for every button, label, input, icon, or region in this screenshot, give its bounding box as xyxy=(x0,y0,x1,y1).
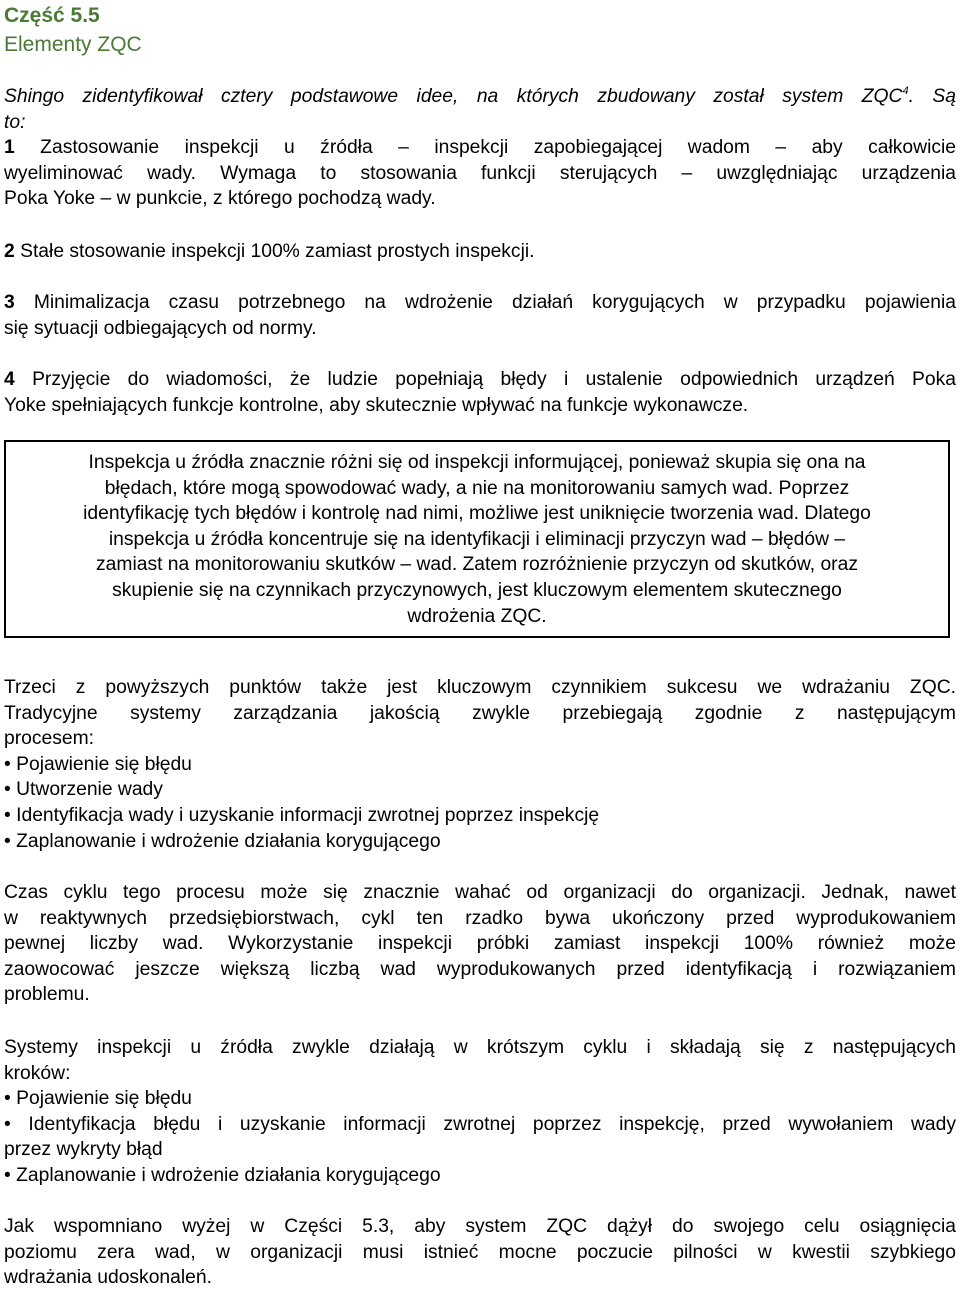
para-line: w reaktywnych przedsiębiorstwach, cykl ten rzadko bywa ukończony przed wyprodukowaniem xyxy=(4,907,956,929)
para-line: Tradycyjne systemy zarządzania jakością zwykle przebiegają zgodnie z następującym xyxy=(4,702,956,724)
para-line: Czas cyklu tego procesu może się znacznie wahać od organizacji do organizacji. Jednak, nawet xyxy=(4,882,956,903)
section-number: Część 5.5 xyxy=(4,4,100,27)
intro-paragraph xyxy=(4,84,956,135)
list-item: przez wykryty błąd xyxy=(4,1139,163,1161)
point-number: 2 xyxy=(4,241,15,262)
point-text: Zastosowanie inspekcji u źródła – inspekcji zapobiegającej wadom – aby całkowicie xyxy=(14,137,956,158)
point-line: wyeliminować wady. Wymaga to stosowania funkcji sterujących – uwzględniając urządzenia xyxy=(4,162,956,184)
box-line: inspekcja u źródła koncentruje się na identyfikacji i eliminacji przyczyn wad – błędów – xyxy=(108,528,846,550)
paragraph-source-inspection xyxy=(4,1035,956,1189)
point-line: się sytuacji odbiegających od normy. xyxy=(4,317,317,339)
list-item: • Zaplanowanie i wdrożenie działania korygującego xyxy=(4,1164,441,1186)
para-line: kroków: xyxy=(4,1062,71,1084)
point-line xyxy=(4,135,956,161)
paragraph-third-point xyxy=(4,675,956,854)
paragraph-final xyxy=(4,1214,956,1291)
box-line: błędach, które mogą spowodować wady, a nie na monitorowaniu samych wad. Poprzez xyxy=(104,477,850,499)
para-line: Jak wspomniano wyżej w Części 5.3, aby system ZQC dążył do swojego celu osiągnięcia xyxy=(4,1216,956,1237)
box-line: wdrożenia ZQC. xyxy=(407,605,547,627)
point-number: 4 xyxy=(4,369,15,390)
point-text: Minimalizacja czasu potrzebnego na wdrożenie działań korygujących w przypadku pojawienia xyxy=(14,292,956,313)
para-line: pewnej liczby wad. Wykorzystanie inspekcji próbki zamiast inspekcji 100% również może xyxy=(4,933,956,955)
point-number: 1 xyxy=(4,137,15,158)
point-text: Stałe stosowanie inspekcji 100% zamiast prostych inspekcji. xyxy=(14,241,535,262)
point-text: Przyjęcie do wiadomości, że ludzie popełniają błędy i ustalenie odpowiednich urządzeń Poka xyxy=(14,369,956,390)
list-item: • Pojawienie się błędu xyxy=(4,753,192,775)
list-item: • Zaplanowanie i wdrożenie działania korygującego xyxy=(4,830,441,852)
para-line: poziomu zera wad, w organizacji musi istnieć mocne poczucie pilności w kwestii szybkiego xyxy=(4,1241,956,1263)
point-number: 3 xyxy=(4,292,15,313)
highlight-box-text xyxy=(6,450,948,629)
paragraph-cycle-time xyxy=(4,880,956,1008)
list-item: • Pojawienie się błędu xyxy=(4,1088,192,1110)
para-line: wdrażania udoskonaleń. xyxy=(4,1267,212,1289)
box-line: Inspekcja u źródła znacznie różni się od inspekcji informującej, ponieważ skupia się ona na xyxy=(88,452,866,473)
list-item: • Identyfikacja błędu i uzyskanie informacji zwrotnej poprzez inspekcję, przed wywołaniem wady xyxy=(4,1113,956,1135)
point-4 xyxy=(4,367,956,418)
footnote-ref: 4 xyxy=(902,85,909,97)
point-2 xyxy=(4,239,956,265)
list-item: • Identyfikacja wady i uzyskanie informacji zwrotnej poprzez inspekcję xyxy=(4,804,600,826)
intro-line-1 xyxy=(4,84,956,110)
point-line xyxy=(4,367,956,393)
intro-text: Shingo zidentyfikował cztery podstawowe idee, na których zbudowany został system ZQC xyxy=(4,86,903,107)
highlight-box xyxy=(4,440,950,638)
box-line: zamiast na monitorowaniu skutków – wad. Zatem rozróżnienie przyczyn od skutków, oraz xyxy=(96,554,858,576)
para-line: Trzeci z powyższych punktów także jest kluczowym czynnikiem sukcesu we wdrażaniu ZQC. xyxy=(4,677,956,698)
box-line: identyfikację tych błędów i kontrolę nad nimi, możliwe jest uniknięcie tworzenia wad. Dlatego xyxy=(83,503,871,525)
intro-text-end: . Są xyxy=(908,86,956,107)
para-line: procesem: xyxy=(4,728,95,750)
para-line: problemu. xyxy=(4,984,90,1006)
point-line xyxy=(4,290,956,316)
point-line: Poka Yoke – w punkcie, z którego pochodzą wady. xyxy=(4,188,436,210)
para-line: Systemy inspekcji u źródła zwykle działają w krótszym cyklu i składają się z następujących xyxy=(4,1037,956,1058)
intro-line-2: to: xyxy=(4,111,26,133)
section-title: Elementy ZQC xyxy=(4,33,142,56)
point-3 xyxy=(4,290,956,341)
point-1 xyxy=(4,135,956,212)
point-line: Yoke spełniających funkcje kontrolne, aby skutecznie wpływać na funkcje wykonawcze. xyxy=(4,394,749,416)
para-line: zaowocować jeszcze większą liczbą wad wyprodukowanych przed identyfikacją i rozwiązaniem xyxy=(4,958,956,980)
box-line: skupienie się na czynnikach przyczynowych, jest kluczowym elementem skutecznego xyxy=(112,579,842,601)
list-item: • Utworzenie wady xyxy=(4,779,163,801)
point-line xyxy=(4,239,956,265)
